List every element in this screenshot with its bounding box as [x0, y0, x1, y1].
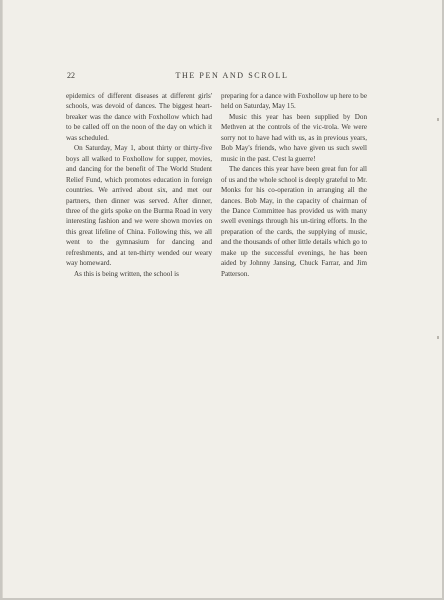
paragraph: The dances this year have been great fun for all of us and the whole school is deeply grateful to Mr. Monks for his co-operation in arranging all the dances. Bob May, in the capacity of chairman of the Dance Committee has provided us with many swell evenings through his un-tiring efforts. In the preparation of the cards, the supplying of music, and the thousands of other little details which go to make up the successful evenings, he has been aided by Johnny Jansing, Chuck Farrar, and Jim Patterson.	[221, 165, 367, 278]
paragraph: As this is being written, the school is	[74, 269, 179, 278]
left-column	[66, 91, 212, 279]
page-header	[67, 71, 377, 83]
margin-mark	[437, 336, 439, 339]
paragraph: preparing for a dance with Foxhollow up here to be held on Saturday, May 15.	[221, 92, 367, 111]
paragraph: Music this year has been supplied by Don Methven at the controls of the vic-trola. We were sorry not to have had with us, as in previous years, Bob May's friends, who have given us such swell music in the past. C'est la guerre!	[221, 112, 367, 163]
running-title: THE PEN AND SCROLL	[175, 71, 289, 80]
paragraph: On Saturday, May 1, about thirty or thirty-five boys all walked to Foxhollow for supper, movies, and dancing for the benefit of The World Student Relief Fund, which promotes education in foreign countries. We arrived about six, and met our partners, then dinner was served. After dinner, three of the girls spoke on the Burma Road in very interesting fashion and we were shown movies on this great lifeline of China. Following this, we all went to the gymnasium for dancing and refreshments, and at ten-thirty wended our weary way homeward.	[66, 144, 212, 268]
document-page	[2, 0, 442, 598]
margin-mark	[437, 118, 439, 121]
paragraph: epidemics of different diseases at different girls' schools, was devoid of dances. The biggest heart-breaker was the dance with Foxhollow which had to be called off on the noon of the day on which it was scheduled.	[66, 92, 212, 142]
right-column	[221, 91, 367, 279]
page-number: 22	[67, 71, 75, 80]
